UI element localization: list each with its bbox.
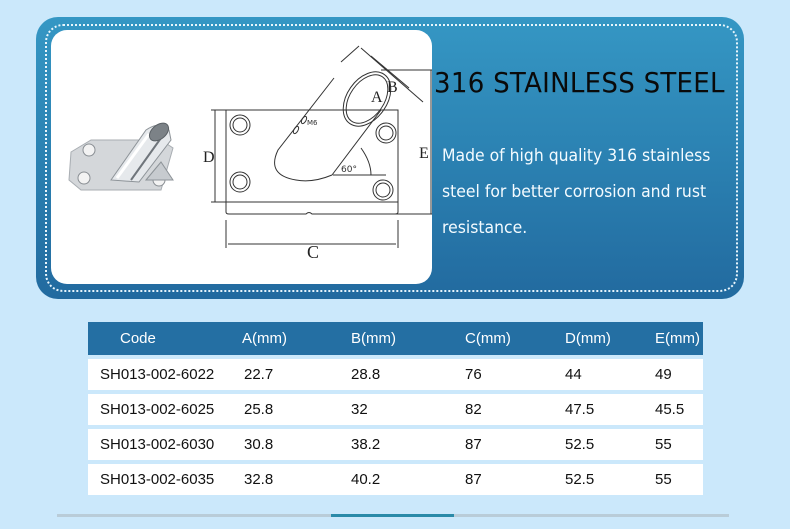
table-row bbox=[88, 464, 703, 495]
product-image-panel bbox=[51, 30, 432, 284]
cell-a: 22.7 bbox=[244, 366, 274, 383]
dim-label-a: A bbox=[371, 89, 383, 106]
cell-code: SH013-002-6035 bbox=[100, 471, 215, 488]
cell-b: 40.2 bbox=[351, 471, 381, 488]
banner-description bbox=[442, 138, 737, 246]
header-d: D(mm) bbox=[565, 330, 611, 347]
cell-code: SH013-002-6025 bbox=[100, 401, 215, 418]
table-row bbox=[88, 394, 703, 425]
cell-d: 47.5 bbox=[565, 401, 595, 418]
cell-code: SH013-002-6022 bbox=[100, 366, 215, 383]
banner-title: 316 STAINLESS STEEL bbox=[434, 66, 725, 99]
table-row bbox=[88, 429, 703, 460]
table-header bbox=[88, 322, 703, 355]
product-photo bbox=[69, 120, 173, 190]
dim-label-c: C bbox=[307, 242, 320, 262]
cell-e: 49 bbox=[655, 366, 672, 383]
dim-label-m6: M6 bbox=[307, 119, 318, 127]
spec-table bbox=[88, 322, 703, 495]
header-e: E(mm) bbox=[655, 330, 700, 347]
cell-b: 38.2 bbox=[351, 436, 381, 453]
header-c: C(mm) bbox=[465, 330, 511, 347]
cell-a: 30.8 bbox=[244, 436, 274, 453]
cell-a: 25.8 bbox=[244, 401, 274, 418]
cell-d: 52.5 bbox=[565, 436, 595, 453]
cell-c: 87 bbox=[465, 436, 482, 453]
header-b: B(mm) bbox=[351, 330, 396, 347]
table-row bbox=[88, 359, 703, 390]
cell-e: 45.5 bbox=[655, 401, 685, 418]
description-line: resistance. bbox=[442, 218, 528, 238]
cell-b: 32 bbox=[351, 401, 368, 418]
cell-e: 55 bbox=[655, 436, 672, 453]
cell-a: 32.8 bbox=[244, 471, 274, 488]
cell-c: 76 bbox=[465, 366, 482, 383]
technical-drawing bbox=[51, 30, 432, 284]
angle-label: 60° bbox=[341, 165, 357, 175]
description-line: steel for better corrosion and rust bbox=[442, 182, 707, 202]
cell-e: 55 bbox=[655, 471, 672, 488]
dim-label-e: E bbox=[419, 145, 429, 162]
description-line: Made of high quality 316 stainless bbox=[442, 146, 711, 166]
header-a: A(mm) bbox=[242, 330, 287, 347]
cell-b: 28.8 bbox=[351, 366, 381, 383]
cell-code: SH013-002-6030 bbox=[100, 436, 215, 453]
dim-label-b: B bbox=[387, 79, 398, 96]
cell-d: 52.5 bbox=[565, 471, 595, 488]
dim-label-d: D bbox=[203, 149, 215, 166]
header-code: Code bbox=[120, 330, 156, 347]
cell-c: 87 bbox=[465, 471, 482, 488]
cell-d: 44 bbox=[565, 366, 582, 383]
cell-c: 82 bbox=[465, 401, 482, 418]
scroll-indicator-active bbox=[331, 514, 454, 517]
